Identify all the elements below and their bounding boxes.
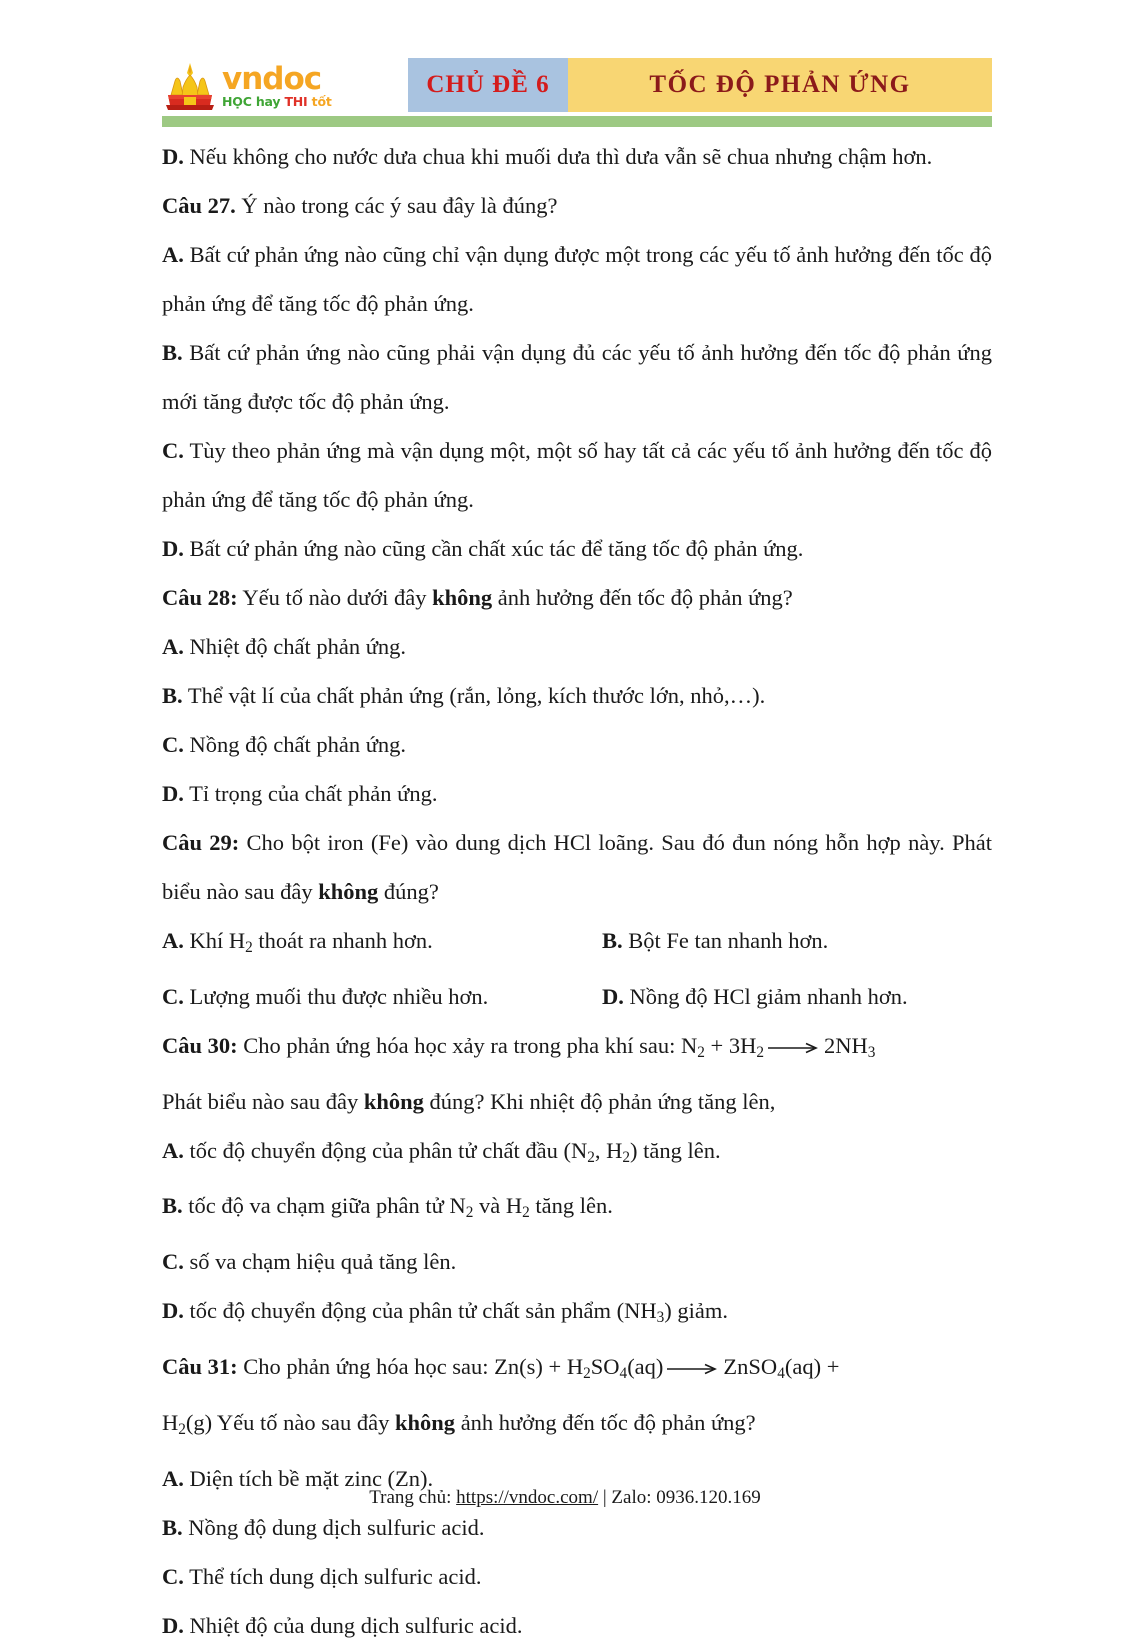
subscript: 2 xyxy=(583,1364,591,1382)
option-text: Nếu không cho nước dưa chua khi muối dưa thì dưa vẫn sẽ chua nhưng chậm hơn. xyxy=(183,144,933,169)
q30-option-b xyxy=(162,1181,992,1237)
subscript: 3 xyxy=(867,1043,876,1061)
option-label: C. xyxy=(162,983,184,1009)
q30-prompt-part2: Phát biểu nào sau đây xyxy=(162,1088,364,1114)
option-label: D. xyxy=(162,1298,184,1324)
reaction-arrow-icon xyxy=(663,1358,723,1381)
option-text: số va chạm hiệu quả tăng lên. xyxy=(183,1249,457,1275)
option-text: tốc độ chuyển động của phân tử chất sản phẩm $(NH_3)$ giảm. xyxy=(183,1298,728,1327)
option-label: C. xyxy=(162,732,184,757)
crown-logo-icon xyxy=(162,61,218,113)
option-label: B. xyxy=(162,340,183,365)
q27-prompt-text: Ý nào trong các ý sau đây là đúng? xyxy=(235,193,558,218)
footer-separator: | xyxy=(598,1487,612,1508)
option-text: tốc độ chuyển động của phân tử chất đầu ($N_2$, $H_2$) tăng lên. xyxy=(183,1137,721,1166)
q31-prompt-h2: H xyxy=(162,1409,179,1435)
chapter-badge xyxy=(408,58,568,112)
page-header xyxy=(162,52,992,124)
q31-prompt-part3: ảnh hưởng đến tốc độ phản ứng? xyxy=(455,1409,756,1435)
q30-option-d xyxy=(162,1286,992,1342)
q28-option-a xyxy=(162,622,992,671)
subscript: 2 xyxy=(697,1043,705,1061)
option-text: Bất cứ phản ứng nào cũng chỉ vận dụng được một trong các yếu tố ảnh hưởng đến tốc độ phản ứng để tăng tốc độ phản ứng. xyxy=(162,242,992,316)
footer-prefix: Trang chủ: xyxy=(369,1487,457,1508)
q30-option-a xyxy=(162,1126,992,1182)
option-text: Diện tích bề mặt zinc (Zn). xyxy=(183,1465,434,1491)
q31-prompt-line-2 xyxy=(162,1398,992,1454)
option-label: D. xyxy=(602,983,624,1009)
q31-option-b xyxy=(162,1503,992,1552)
option-label: C. xyxy=(162,438,184,463)
subscript: 4 xyxy=(777,1364,785,1382)
page-footer xyxy=(0,1487,1130,1509)
q29-options-row-1 xyxy=(162,916,992,972)
option-text: Nhiệt độ chất phản ứng. xyxy=(183,634,407,659)
q30-prompt-emphasis: không xyxy=(363,1088,424,1114)
q29-options-row-2 xyxy=(162,972,992,1021)
subscript: 4 xyxy=(619,1364,628,1382)
q27-option-d xyxy=(162,524,992,573)
option-label: C. xyxy=(162,1249,184,1275)
option-label: B. xyxy=(162,1514,183,1540)
option-text: tốc độ va chạm giữa phân tử $N_2$ và $H_2$ tăng lên. xyxy=(182,1193,613,1222)
subscript: 2 xyxy=(522,1204,530,1222)
option-label: D. xyxy=(162,1612,184,1638)
subscript: 2 xyxy=(756,1043,765,1061)
option-text-pre: Khí H xyxy=(183,928,246,953)
q30-prompt-line-1 xyxy=(162,1021,992,1077)
question-content xyxy=(162,132,992,1650)
q29-number: Câu 29: xyxy=(162,830,240,855)
q30-prompt-part3: đúng? Khi nhiệt độ phản ứng tăng lên, xyxy=(423,1088,776,1114)
q29-prompt-part2: đúng? xyxy=(378,879,439,904)
q27-prompt xyxy=(162,181,992,230)
q27-option-a xyxy=(162,230,992,328)
q31-prompt-part1: Cho phản ứng hóa học sau: xyxy=(237,1354,495,1380)
q29-prompt xyxy=(162,818,992,916)
option-text: Thể vật lí của chất phản ứng (rắn, lỏng, kích thước lớn, nhỏ,…). xyxy=(182,683,766,708)
option-text: Thể tích dung dịch sulfuric acid. xyxy=(183,1563,482,1589)
option-label: A. xyxy=(162,1465,184,1491)
q27-option-b xyxy=(162,328,992,426)
option-label: A. xyxy=(162,634,184,659)
option-label: B. xyxy=(602,928,623,953)
option-label: A. xyxy=(162,1137,184,1163)
q29-option-a xyxy=(162,916,602,972)
option-label: B. xyxy=(162,1193,183,1219)
q29-option-c xyxy=(162,972,602,1021)
option-label: D. xyxy=(162,781,184,806)
option-label: D. xyxy=(162,144,184,169)
q30-equation: $N_2 + 3H_2$ $2NH_3$ xyxy=(681,1032,876,1061)
q31-option-c xyxy=(162,1552,992,1601)
subscript: 2 xyxy=(622,1148,631,1166)
option-text: Tỉ trọng của chất phản ứng. xyxy=(183,781,438,806)
option-text-pre: Nồng độ HCl giảm nhanh hơn. xyxy=(623,983,908,1009)
option-label: A. xyxy=(162,928,184,953)
page-title: TỐC ĐỘ PHẢN ỨNG xyxy=(649,71,911,98)
q28-option-b xyxy=(162,671,992,720)
subscript: 2 xyxy=(178,1420,186,1438)
subscript: 2 xyxy=(587,1148,595,1166)
q30-number: Câu 30: xyxy=(162,1032,238,1058)
logo-tagline: HỌC hay THI tốt xyxy=(222,94,332,110)
q28-option-c xyxy=(162,720,992,769)
option-text: Nồng độ chất phản ứng. xyxy=(183,732,407,757)
q28-number: Câu 28: xyxy=(162,585,238,610)
q31-equation: $Zn(s) + H_2SO_4(aq)$ ZnSO$_4$(aq) + xyxy=(494,1354,840,1382)
subscript: 2 xyxy=(465,1204,474,1222)
header-divider-bar xyxy=(162,116,992,127)
carryover-option-d xyxy=(162,132,992,181)
vndoc-logo xyxy=(162,56,352,118)
q28-prompt xyxy=(162,573,992,622)
option-label: A. xyxy=(162,242,184,267)
option-label: D. xyxy=(162,536,184,561)
subscript: 3 xyxy=(656,1309,665,1327)
q28-prompt-part1: Yếu tố nào dưới đây xyxy=(237,585,433,610)
q30-prompt-part1: Cho phản ứng hóa học xảy ra trong pha khí sau: xyxy=(237,1032,681,1058)
q31-number: Câu 31: xyxy=(162,1354,238,1380)
q27-option-c xyxy=(162,426,992,524)
q28-option-d xyxy=(162,769,992,818)
subscript: 2 xyxy=(245,938,253,956)
option-text: Nồng độ dung dịch sulfuric acid. xyxy=(182,1514,485,1540)
logo-word: vndoc xyxy=(222,60,322,97)
q29-option-b xyxy=(602,916,992,972)
q31-option-d xyxy=(162,1601,992,1650)
chapter-title-banner xyxy=(568,58,992,112)
q29-option-d xyxy=(602,972,992,1021)
option-label: B. xyxy=(162,683,183,708)
option-text: Nhiệt độ của dung dịch sulfuric acid. xyxy=(183,1612,523,1638)
option-text: Bất cứ phản ứng nào cũng cần chất xúc tác để tăng tốc độ phản ứng. xyxy=(183,536,804,561)
reaction-arrow-icon xyxy=(764,1036,824,1059)
q29-prompt-part1: Cho bột iron (Fe) vào dung dịch HCl loãng. Sau đó đun nóng hỗn hợp này. Phát biểu nào sau đây xyxy=(162,830,992,904)
q29-prompt-emphasis: không xyxy=(318,879,379,904)
option-label: C. xyxy=(162,1563,184,1589)
option-text-post: thoát ra nhanh hơn. xyxy=(252,928,433,953)
q31-prompt-emphasis: không xyxy=(395,1409,456,1435)
q30-prompt-line-2 xyxy=(162,1077,992,1126)
option-text-pre: Bột Fe tan nhanh hơn. xyxy=(622,928,829,953)
option-text: Tùy theo phản ứng mà vận dụng một, một số hay tất cả các yếu tố ảnh hưởng đến tốc độ phản ứng để tăng tốc độ phản ứng. xyxy=(162,438,992,512)
footer-url-link[interactable]: https://vndoc.com/ xyxy=(456,1487,599,1508)
option-text-pre: Lượng muối thu được nhiều hơn. xyxy=(183,983,489,1009)
q30-option-c xyxy=(162,1237,992,1286)
q31-prompt-part2: (g) Yếu tố nào sau đây xyxy=(185,1409,396,1435)
footer-zalo: Zalo: 0936.120.169 xyxy=(611,1487,761,1508)
chapter-label: CHỦ ĐỀ 6 xyxy=(426,71,550,98)
q31-prompt-line-1 xyxy=(162,1342,992,1398)
option-text: Bất cứ phản ứng nào cũng phải vận dụng đủ các yếu tố ảnh hưởng đến tốc độ phản ứng mới tăng được tốc độ phản ứng. xyxy=(162,340,992,414)
q27-number: Câu 27. xyxy=(162,193,236,218)
q28-prompt-part2: ảnh hưởng đến tốc độ phản ứng? xyxy=(492,585,793,610)
logo-wordmark xyxy=(222,60,332,110)
q28-prompt-emphasis: không xyxy=(432,585,493,610)
